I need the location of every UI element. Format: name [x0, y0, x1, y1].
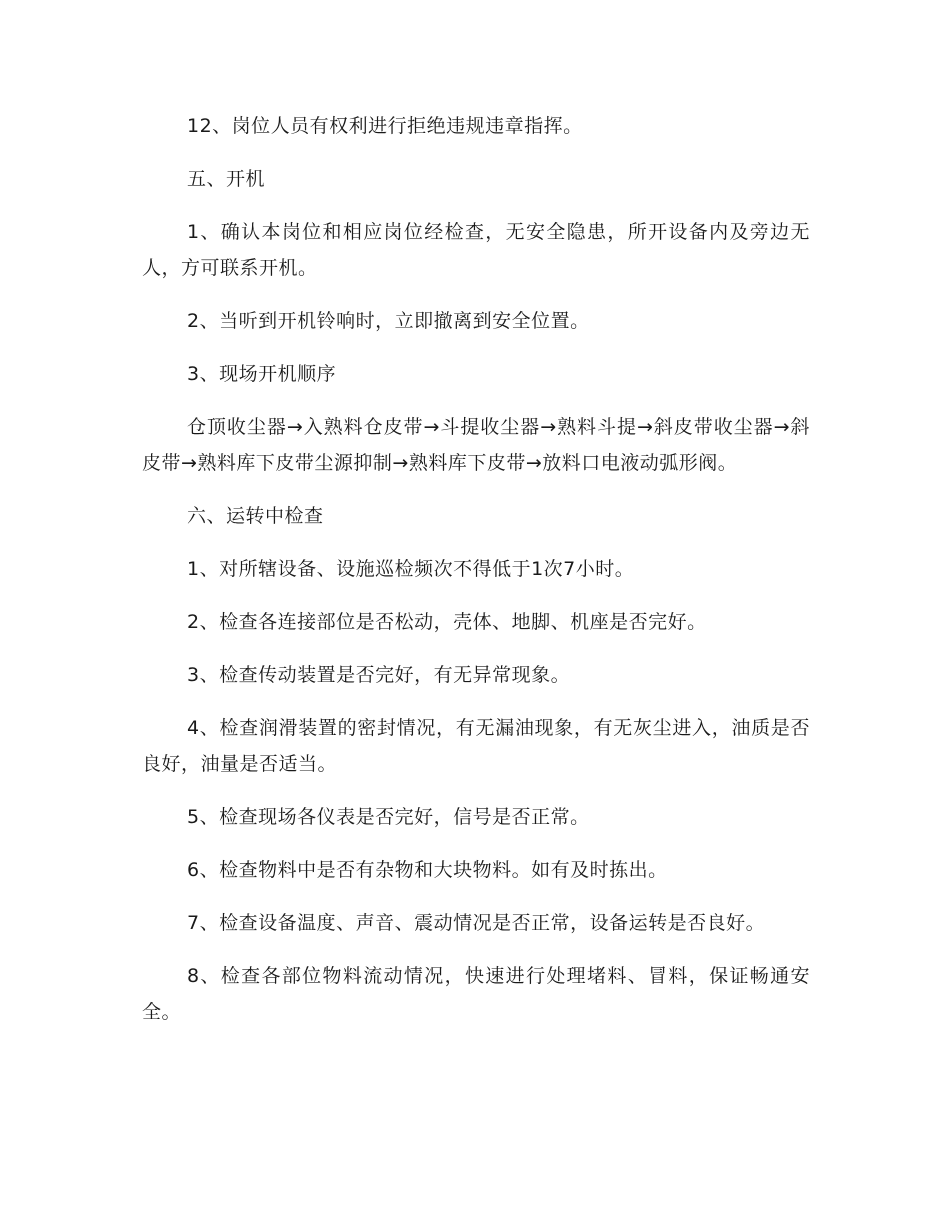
paragraph-startup-3: 3、现场开机顺序	[187, 363, 337, 385]
paragraph-check-3: 3、检查传动装置是否完好，有无异常现象。	[187, 664, 571, 686]
paragraph-check-5: 5、检查现场各仪表是否完好，信号是否正常。	[187, 806, 590, 828]
paragraph-item-12-authority: 12、岗位人员有权利进行拒绝违规违章指挥。	[187, 115, 583, 137]
paragraph-startup-2: 2、当听到开机铃响时，立即撤离到安全位置。	[187, 310, 590, 332]
paragraph-check-4: 4、检查润滑装置的密封情况，有无漏油现象，有无灰尘进入，油质是否良好，油量是否适当。	[142, 717, 810, 775]
section-heading-startup: 五、开机	[187, 168, 266, 190]
paragraph-check-2: 2、检查各连接部位是否松动，壳体、地脚、机座是否完好。	[187, 611, 707, 633]
paragraph-check-8: 8、检查各部位物料流动情况，快速进行处理堵料、冒料，保证畅通安全。	[142, 965, 810, 1023]
paragraph-check-6: 6、检查物料中是否有杂物和大块物料。如有及时拣出。	[187, 859, 668, 881]
paragraph-check-7: 7、检查设备温度、声音、震动情况是否正常，设备运转是否良好。	[187, 912, 766, 934]
paragraph-startup-sequence: 仓顶收尘器→入熟料仓皮带→斗提收尘器→熟料斗提→斜皮带收尘器→斜皮带→熟料库下皮带尘源抑制→熟料库下皮带→放料口电液动弧形阀。	[142, 416, 810, 474]
section-heading-running-check: 六、运转中检查	[187, 505, 324, 527]
document-body	[142, 108, 810, 1047]
paragraph-startup-1: 1、确认本岗位和相应岗位经检查，无安全隐患，所开设备内及旁边无人，方可联系开机。	[142, 221, 810, 279]
paragraph-check-1: 1、对所辖设备、设施巡检频次不得低于1次7小时。	[187, 558, 635, 580]
